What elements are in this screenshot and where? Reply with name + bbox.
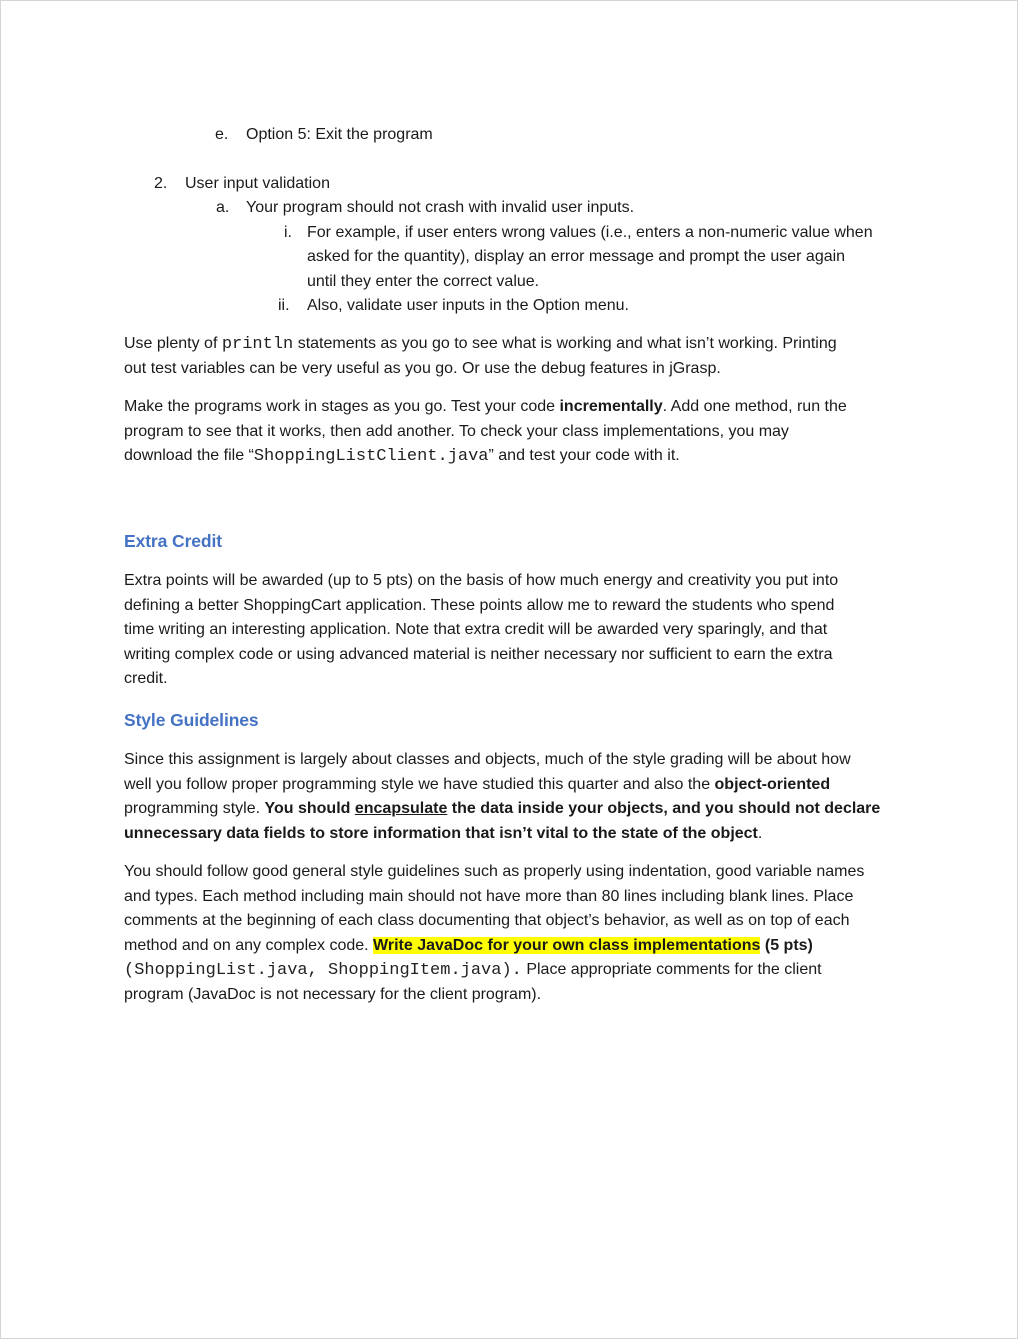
list-marker-e: e.: [215, 126, 229, 143]
paragraph-stages-line-1: Make the programs work in stages as you go. Test your code incrementally. Add one method, run the: [124, 398, 847, 415]
list-marker-ii: ii.: [278, 297, 290, 314]
list-item-no-crash: Your program should not crash with invalid user inputs.: [246, 199, 635, 216]
code-class-files: (ShoppingList.java, ShoppingItem.java).: [124, 961, 522, 980]
paragraph-stages-line-2: program to see that it works, then add another. To check your class implementations, you may: [124, 423, 789, 440]
style-p2-line-2: and types. Each method including main should not have more than 80 lines including blank lines. Place: [124, 888, 854, 905]
encapsulate-emphasis: encapsulate: [354, 800, 448, 817]
heading-extra-credit: Extra Credit: [124, 531, 222, 551]
extra-credit-line-2: defining a better ShoppingCart application. These points allow me to reward the students who spend: [124, 597, 835, 614]
style-p2-line-4: method and on any complex code. Write JavaDoc for your own class implementations (5 pts): [124, 937, 813, 954]
list-marker-a: a.: [216, 199, 230, 216]
list-item-example-line-2: asked for the quantity), display an error message and prompt the user again: [307, 248, 846, 265]
extra-credit-line-1: Extra points will be awarded (up to 5 pts) on the basis of how much energy and creativity you put into: [124, 572, 839, 589]
list-item-option-5: Option 5: Exit the program: [246, 126, 433, 143]
heading-style-guidelines: Style Guidelines: [124, 710, 259, 730]
style-p1-line-4: unnecessary data fields to store information that isn’t vital to the state of the object.: [124, 825, 763, 842]
extra-credit-line-4: writing complex code or using advanced material is neither necessary nor sufficient to earn the extra: [124, 646, 833, 663]
paragraph-println-line-2: out test variables can be very useful as you go. Or use the debug features in jGrasp.: [124, 360, 721, 377]
javadoc-highlight: Write JavaDoc for your own class implementations: [373, 937, 761, 954]
list-item-example-line-1: For example, if user enters wrong values (i.e., enters a non-numeric value when: [307, 224, 873, 241]
list-item-user-input-validation: User input validation: [185, 175, 330, 192]
style-p2-line-5: (ShoppingList.java, ShoppingItem.java). Place appropriate comments for the client: [124, 961, 822, 980]
code-println: println: [221, 335, 294, 354]
code-shoppinglistclient: ShoppingListClient.java: [253, 447, 489, 466]
style-p2-line-3: comments at the beginning of each class documenting that object’s behavior, as well as on top of each: [124, 912, 850, 929]
list-marker-i: i.: [284, 224, 292, 241]
style-p1-line-3: programming style. You should encapsulate the data inside your objects, and you should not declare: [124, 800, 881, 817]
list-item-example-line-3: until they enter the correct value.: [307, 273, 540, 290]
extra-credit-line-3: time writing an interesting application. Note that extra credit will be awarded very sparingly, and that: [124, 621, 828, 638]
style-p2-line-1: You should follow good general style guidelines such as properly using indentation, good variable names: [124, 863, 865, 880]
style-p1-line-1: Since this assignment is largely about classes and objects, much of the style grading will be about how: [124, 751, 851, 768]
extra-credit-line-5: credit.: [124, 670, 168, 687]
list-item-validate-menu: Also, validate user inputs in the Option menu.: [307, 297, 629, 314]
paragraph-stages-line-3: download the file “ShoppingListClient.java” and test your code with it.: [124, 447, 680, 466]
style-p2-line-6: program (JavaDoc is not necessary for the client program).: [124, 986, 542, 1003]
paragraph-println-line-1: Use plenty of println statements as you go to see what is working and what isn’t working. Printing: [124, 335, 837, 354]
style-p1-line-2: well you follow proper programming style we have studied this quarter and also the object-oriented: [124, 776, 831, 793]
list-marker-2: 2.: [154, 175, 168, 192]
